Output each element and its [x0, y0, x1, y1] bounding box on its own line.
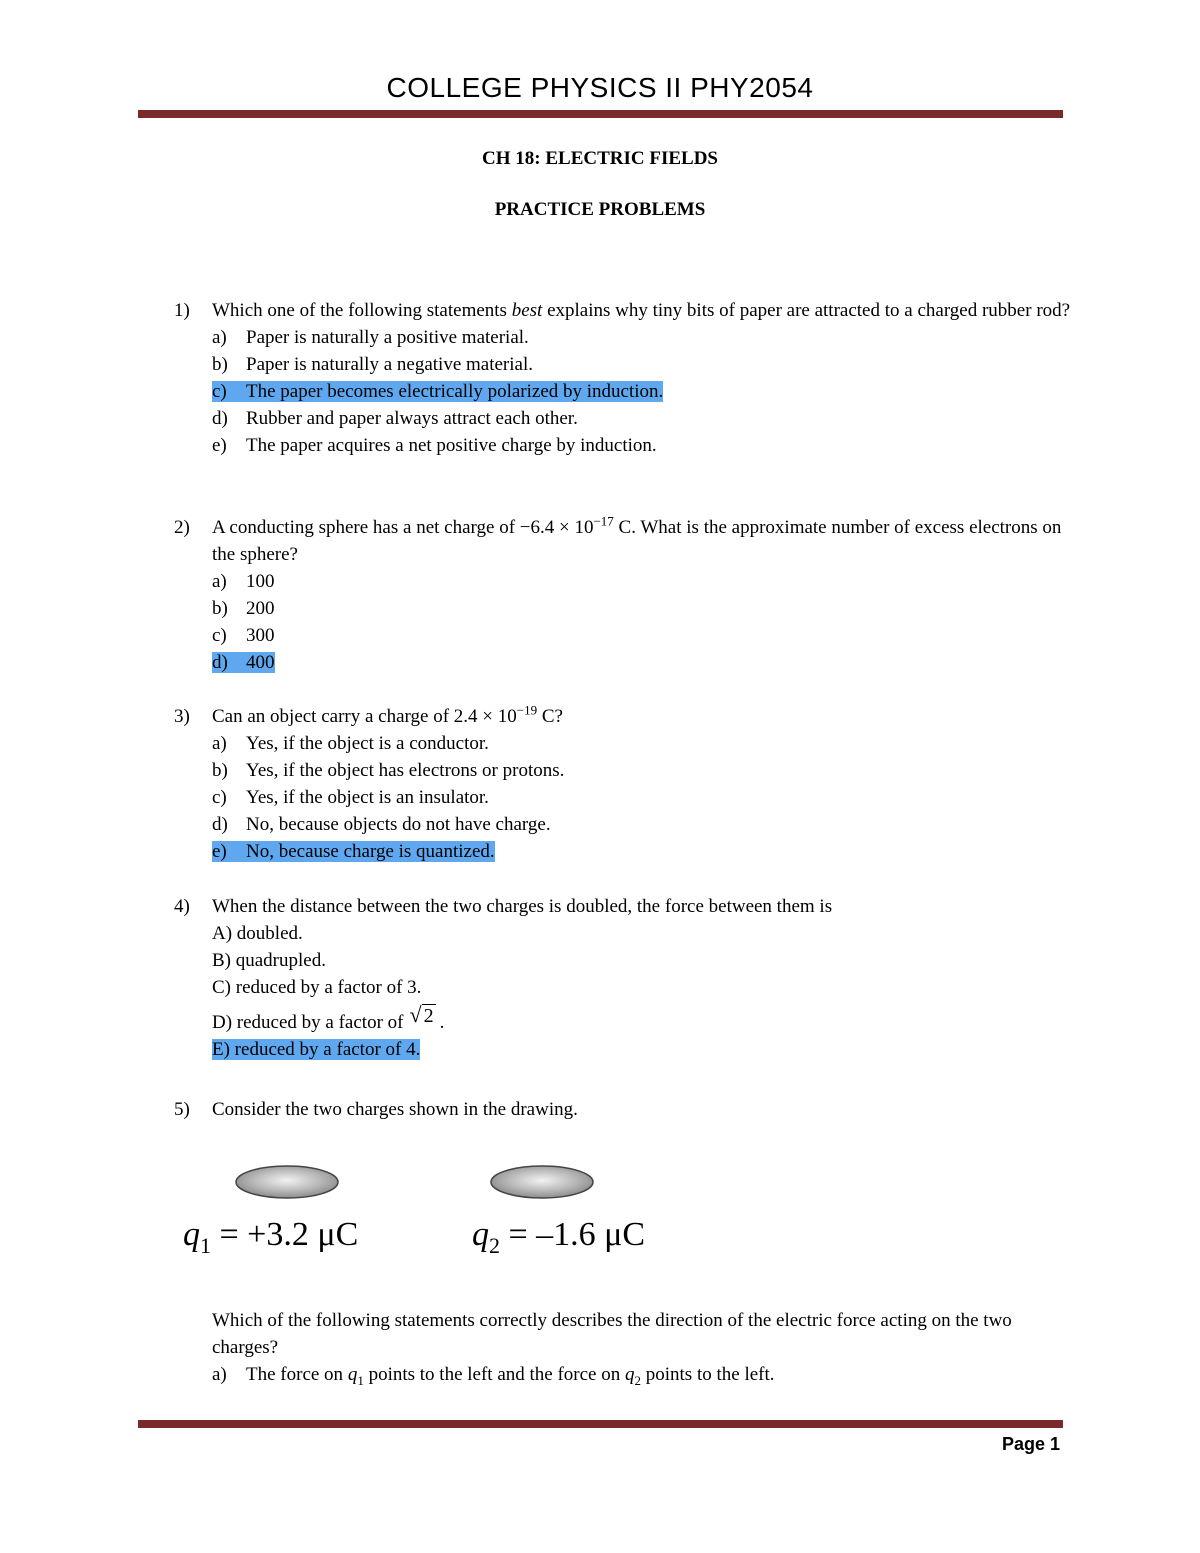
option-c: c) 300	[212, 625, 275, 646]
question-1	[174, 297, 1074, 459]
charge-2-sphere	[480, 1158, 610, 1208]
square-root-expression: √ 2	[409, 1002, 434, 1027]
option-c-answer: c) The paper becomes electrically polarized by induction.	[212, 381, 664, 402]
option-c: C) reduced by a factor of 3.	[212, 977, 422, 998]
option-e-answer: E) reduced by a factor of 4.	[212, 1039, 421, 1060]
option-a: a) Yes, if the object is a conductor.	[212, 733, 489, 754]
option-d: D) reduced by a factor of √ 2 .	[212, 1002, 445, 1033]
question-5	[174, 1096, 1074, 1123]
question-2	[174, 514, 1074, 676]
option-c: c) Yes, if the object is an insulator.	[212, 787, 489, 808]
question-number: 4)	[174, 896, 190, 917]
question-4	[174, 893, 1074, 1063]
option-d: d) No, because objects do not have charge.	[212, 814, 551, 835]
question-text: Which of the following statements correctly describes the direction of the electric force acting on the two charges?	[212, 1310, 1012, 1358]
option-b: b) Paper is naturally a negative material.	[212, 354, 533, 375]
option-a: A) doubled.	[212, 923, 303, 944]
option-a: a) The force on $q_1$ points to the left and the force on $q_2$ points to the left.	[212, 1364, 775, 1388]
charge-1-sphere	[225, 1158, 355, 1208]
option-b: b) 200	[212, 598, 275, 619]
question-5-continued	[174, 1307, 1074, 1388]
option-d: d) Rubber and paper always attract each other.	[212, 408, 578, 429]
charge-1-label: $q_1 = +3.2$ μC	[183, 1216, 359, 1258]
option-b: B) quadrupled.	[212, 950, 326, 971]
question-number: 1)	[174, 300, 190, 321]
subtitle: PRACTICE PROBLEMS	[494, 199, 706, 220]
header-rule	[138, 110, 1063, 118]
question-text: Can an object carry a charge of $2.4 \times 10^{-19}$ C?	[212, 702, 563, 727]
question-number: 5)	[174, 1099, 190, 1120]
charge-2-label: $q_2 = -1.6$ μC	[472, 1216, 646, 1258]
chapter-title: CH 18: ELECTRIC FIELDS	[482, 148, 718, 169]
option-a: a) 100	[212, 571, 275, 592]
option-e: e) The paper acquires a net positive charge by induction.	[212, 435, 657, 456]
footer-rule	[138, 1420, 1063, 1428]
page-number: Page 1	[1001, 1434, 1060, 1454]
question-text: A conducting sphere has a net charge of $-6.4 \times 10^{-17}$ C. What is the approximate number of excess electrons on the sphere?	[212, 513, 1062, 565]
option-e-answer: e) No, because charge is quantized.	[212, 841, 495, 862]
option-d-answer: d) 400	[212, 652, 275, 673]
option-b: b) Yes, if the object has electrons or protons.	[212, 760, 565, 781]
option-a: a) Paper is naturally a positive material.	[212, 327, 529, 348]
question-text: When the distance between the two charges is doubled, the force between them is	[212, 896, 833, 917]
course-title: COLLEGE PHYSICS II PHY2054	[386, 72, 814, 103]
question-text: Consider the two charges shown in the drawing.	[212, 1099, 578, 1120]
question-3	[174, 703, 1074, 865]
question-text: Which one of the following statements best explains why tiny bits of paper are attracted to a charged rubber rod?	[212, 300, 1071, 321]
question-number: 2)	[174, 517, 190, 538]
question-number: 3)	[174, 706, 190, 727]
